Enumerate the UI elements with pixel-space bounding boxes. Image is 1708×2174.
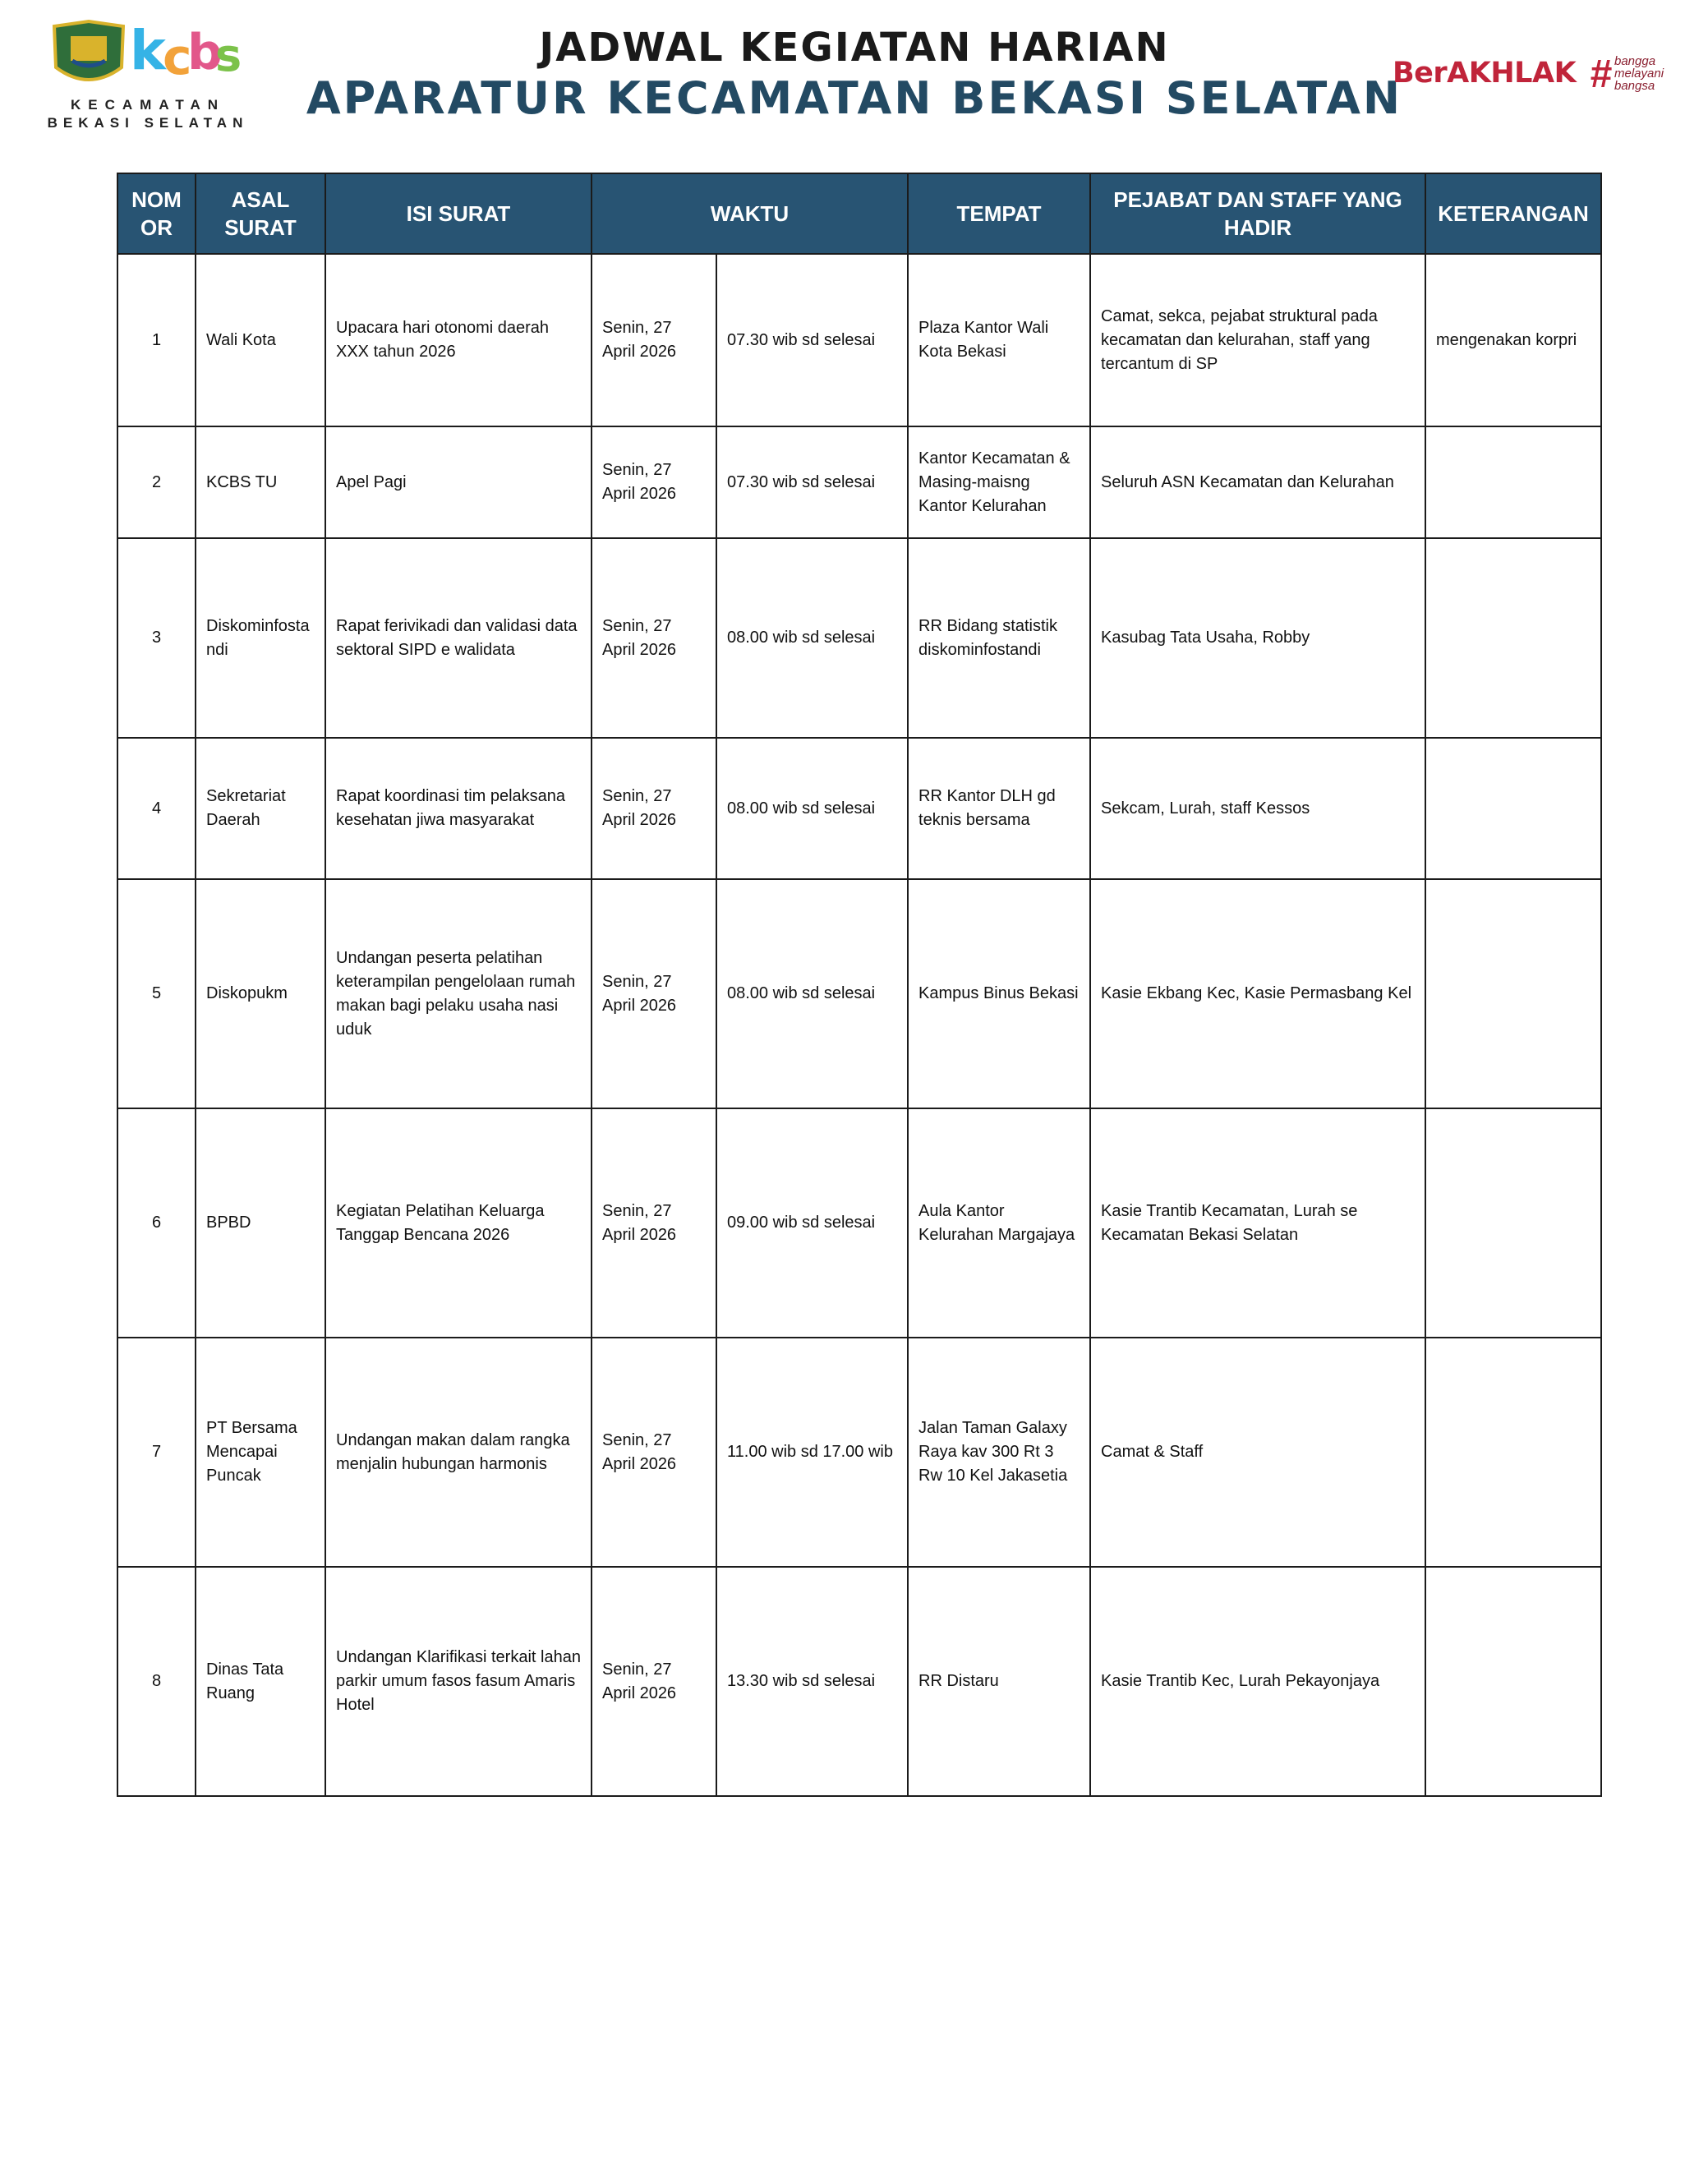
table-row bbox=[117, 538, 1601, 738]
cell-asal-surat: Dinas Tata Ruang bbox=[196, 1567, 325, 1796]
table-row bbox=[117, 738, 1601, 879]
cell-pejabat: Sekcam, Lurah, staff Kessos bbox=[1090, 738, 1425, 879]
cell-tanggal: Senin, 27 April 2026 bbox=[592, 879, 716, 1108]
cell-pejabat: Kasie Trantib Kecamatan, Lurah se Kecamatan Bekasi Selatan bbox=[1090, 1108, 1425, 1338]
cell-isi-surat: Rapat koordinasi tim pelaksana kesehatan jiwa masyarakat bbox=[325, 738, 592, 879]
logo-caption-bekasi-selatan: BEKASI SELATAN bbox=[47, 115, 249, 131]
cell-tanggal: Senin, 27 April 2026 bbox=[592, 738, 716, 879]
cell-nomor: 8 bbox=[117, 1567, 196, 1796]
cell-tanggal: Senin, 27 April 2026 bbox=[592, 426, 716, 538]
col-header-keterangan: KETERANGAN bbox=[1425, 173, 1601, 254]
cell-keterangan: mengenakan korpri bbox=[1425, 254, 1601, 426]
cell-keterangan bbox=[1425, 1567, 1601, 1796]
cell-jam: 13.30 wib sd selesai bbox=[716, 1567, 908, 1796]
svg-text:c: c bbox=[163, 29, 192, 86]
cell-tanggal: Senin, 27 April 2026 bbox=[592, 254, 716, 426]
cell-isi-surat: Undangan peserta pelatihan keterampilan pengelolaan rumah makan bagi pelaku usaha nasi uduk bbox=[325, 879, 592, 1108]
cell-pejabat: Kasie Trantib Kec, Lurah Pekayonjaya bbox=[1090, 1567, 1425, 1796]
cell-pejabat: Camat, sekca, pejabat struktural pada kecamatan dan kelurahan, staff yang tercantum di SP bbox=[1090, 254, 1425, 426]
cell-nomor: 6 bbox=[117, 1108, 196, 1338]
cell-keterangan bbox=[1425, 426, 1601, 538]
col-header-isi-surat: ISI SURAT bbox=[325, 173, 592, 254]
col-header-pejabat: PEJABAT DAN STAFF YANG HADIR bbox=[1090, 173, 1425, 254]
cell-tempat: Kantor Kecamatan & Masing-maisng Kantor Kelurahan bbox=[908, 426, 1090, 538]
cell-keterangan bbox=[1425, 1338, 1601, 1567]
table-row bbox=[117, 254, 1601, 426]
svg-text:b: b bbox=[187, 24, 223, 81]
berakhlak-wordmark: BerAKHLAK bbox=[1393, 57, 1577, 90]
cell-pejabat: Seluruh ASN Kecamatan dan Kelurahan bbox=[1090, 426, 1425, 538]
cell-tempat: RR Kantor DLH gd teknis bersama bbox=[908, 738, 1090, 879]
cell-pejabat: Camat & Staff bbox=[1090, 1338, 1425, 1567]
cell-tanggal: Senin, 27 April 2026 bbox=[592, 1108, 716, 1338]
cell-tanggal: Senin, 27 April 2026 bbox=[592, 1567, 716, 1796]
cell-pejabat: Kasie Ekbang Kec, Kasie Permasbang Kel bbox=[1090, 879, 1425, 1108]
svg-text:k: k bbox=[130, 19, 166, 82]
cell-asal-surat: Wali Kota bbox=[196, 254, 325, 426]
cell-jam: 09.00 wib sd selesai bbox=[716, 1108, 908, 1338]
cell-asal-surat: Diskominfostandi bbox=[196, 538, 325, 738]
berakhlak-logo bbox=[1393, 45, 1672, 94]
cell-asal-surat: PT Bersama Mencapai Puncak bbox=[196, 1338, 325, 1567]
col-header-tempat: TEMPAT bbox=[908, 173, 1090, 254]
cell-isi-surat: Undangan Klarifikasi terkait lahan parkir umum fasos fasum Amaris Hotel bbox=[325, 1567, 592, 1796]
page-title: JADWAL KEGIATAN HARIAN bbox=[539, 25, 1170, 71]
cell-isi-surat: Undangan makan dalam rangka menjalin hubungan harmonis bbox=[325, 1338, 592, 1567]
cell-nomor: 2 bbox=[117, 426, 196, 538]
cell-nomor: 3 bbox=[117, 538, 196, 738]
col-header-nomor: NOMOR bbox=[117, 173, 196, 254]
cell-jam: 08.00 wib sd selesai bbox=[716, 879, 908, 1108]
cell-jam: 07.30 wib sd selesai bbox=[716, 426, 908, 538]
cell-isi-surat: Rapat ferivikadi dan validasi data sektoral SIPD e walidata bbox=[325, 538, 592, 738]
cell-nomor: 4 bbox=[117, 738, 196, 879]
cell-keterangan bbox=[1425, 538, 1601, 738]
table-row bbox=[117, 879, 1601, 1108]
schedule-table bbox=[117, 173, 1602, 1797]
table-header-row bbox=[117, 173, 1601, 254]
cell-jam: 07.30 wib sd selesai bbox=[716, 254, 908, 426]
cell-jam: 08.00 wib sd selesai bbox=[716, 738, 908, 879]
page-subtitle: APARATUR KECAMATAN BEKASI SELATAN bbox=[306, 72, 1403, 124]
cell-tempat: Plaza Kantor Wali Kota Bekasi bbox=[908, 254, 1090, 426]
table-row bbox=[117, 426, 1601, 538]
cell-tanggal: Senin, 27 April 2026 bbox=[592, 538, 716, 738]
cell-asal-surat: Diskopukm bbox=[196, 879, 325, 1108]
cell-tempat: RR Bidang statistik diskominfostandi bbox=[908, 538, 1090, 738]
cell-tempat: RR Distaru bbox=[908, 1567, 1090, 1796]
cell-pejabat: Kasubag Tata Usaha, Robby bbox=[1090, 538, 1425, 738]
table-row bbox=[117, 1567, 1601, 1796]
cell-jam: 08.00 wib sd selesai bbox=[716, 538, 908, 738]
cell-nomor: 1 bbox=[117, 254, 196, 426]
col-header-waktu: WAKTU bbox=[592, 173, 908, 254]
hashtag-icon: # bbox=[1590, 53, 1612, 96]
cell-isi-surat: Kegiatan Pelatihan Keluarga Tanggap Bencana 2026 bbox=[325, 1108, 592, 1338]
cell-asal-surat: Sekretariat Daerah bbox=[196, 738, 325, 879]
cell-tempat: Kampus Binus Bekasi bbox=[908, 879, 1090, 1108]
cell-keterangan bbox=[1425, 879, 1601, 1108]
cell-keterangan bbox=[1425, 738, 1601, 879]
cell-tanggal: Senin, 27 April 2026 bbox=[592, 1338, 716, 1567]
col-header-asal-surat: ASAL SURAT bbox=[196, 173, 325, 254]
logo-caption-kecamatan: KECAMATAN bbox=[70, 97, 226, 113]
kcbs-logo-graphic bbox=[48, 10, 245, 100]
cell-isi-surat: Apel Pagi bbox=[325, 426, 592, 538]
cell-jam: 11.00 wib sd 17.00 wib bbox=[716, 1338, 908, 1567]
cell-isi-surat: Upacara hari otonomi daerah XXX tahun 2026 bbox=[325, 254, 592, 426]
cell-keterangan bbox=[1425, 1108, 1601, 1338]
cell-tempat: Aula Kantor Kelurahan Margajaya bbox=[908, 1108, 1090, 1338]
cell-nomor: 7 bbox=[117, 1338, 196, 1567]
cell-asal-surat: KCBS TU bbox=[196, 426, 325, 538]
cell-asal-surat: BPBD bbox=[196, 1108, 325, 1338]
table-row bbox=[117, 1108, 1601, 1338]
cell-tempat: Jalan Taman Galaxy Raya kav 300 Rt 3 Rw 10 Kel Jakasetia bbox=[908, 1338, 1090, 1567]
cell-nomor: 5 bbox=[117, 879, 196, 1108]
table-row bbox=[117, 1338, 1601, 1567]
svg-text:s: s bbox=[215, 30, 242, 81]
berakhlak-tagline: bangga melayani bangsa bbox=[1614, 54, 1664, 93]
